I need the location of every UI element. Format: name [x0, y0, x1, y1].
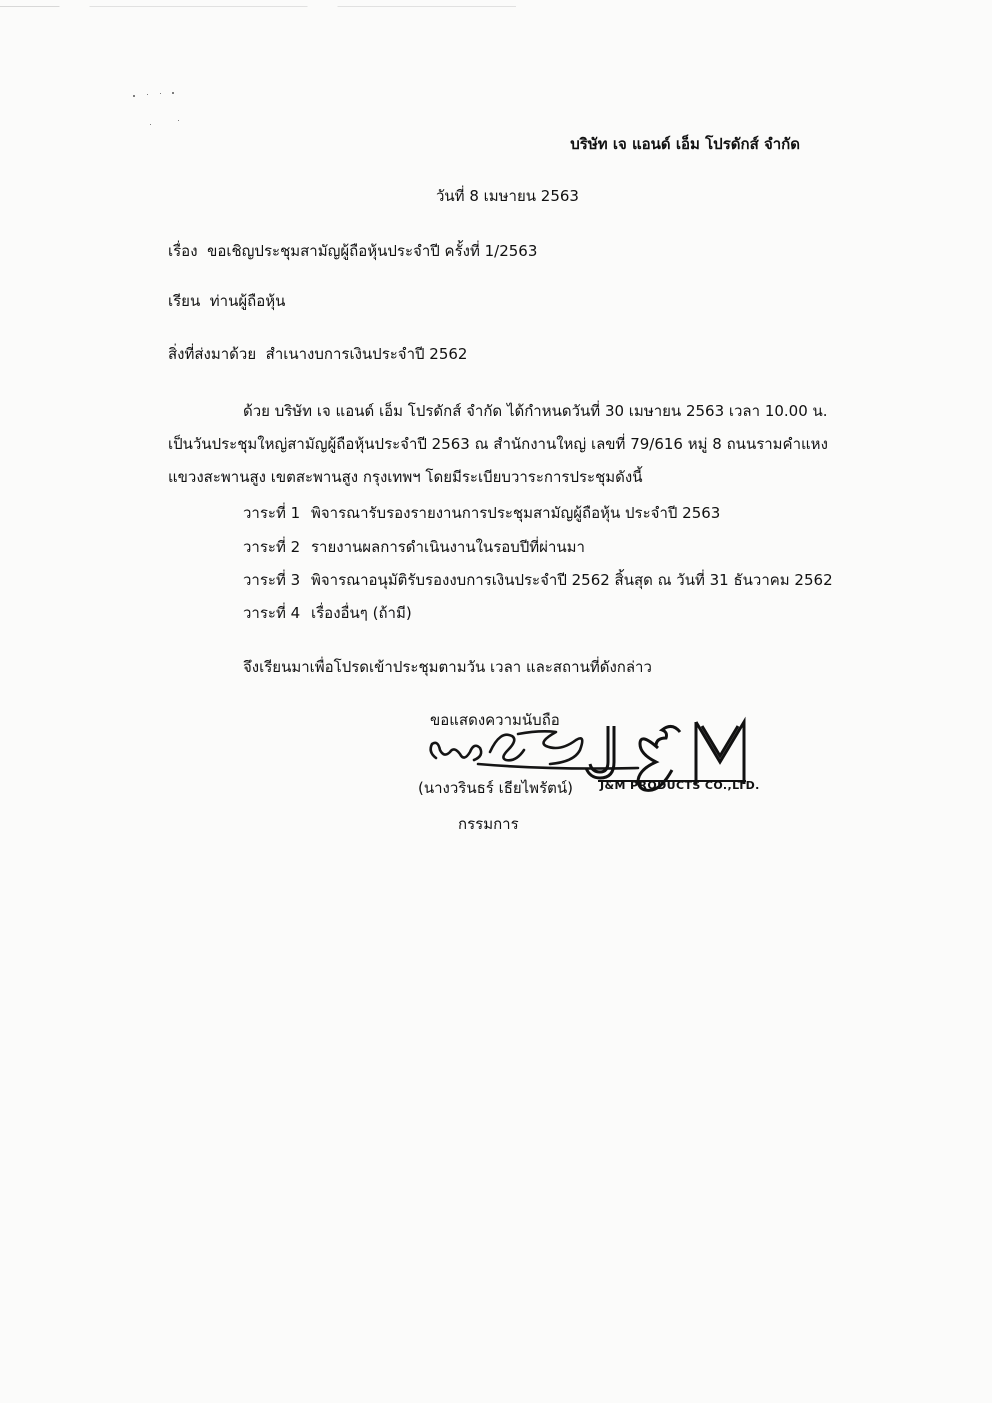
- closing-line: จึงเรียนมาเพื่อโปรดเข้าประชุมตามวัน เวลา และสถานที่ดังกล่าว: [243, 658, 652, 676]
- agenda-text: รายงานผลการดำเนินงานในรอบปีที่ผ่านมา: [311, 538, 585, 556]
- enclosure-label: สิ่งที่ส่งมาด้วย: [168, 345, 257, 363]
- scan-edge-artifact: [0, 6, 992, 7]
- agenda-item: [243, 537, 585, 557]
- agenda-number: วาระที่ 2: [243, 538, 301, 556]
- body-line-3: แขวงสะพานสูง เขตสะพานสูง กรุงเทพฯ โดยมีระเบียบวาระการประชุมดังนี้: [168, 468, 643, 486]
- agenda-number: วาระที่ 4: [243, 604, 301, 622]
- agenda-text: พิจารณารับรองรายงานการประชุมสามัญผู้ถือหุ้น ประจำปี 2563: [311, 504, 721, 522]
- agenda-item: [243, 570, 833, 590]
- stamp-logo-text: [720, 740, 722, 741]
- subject-label: เรื่อง: [168, 242, 198, 260]
- stamp-company-text: J&M PRODUCTS CO.,LTD.: [600, 779, 760, 792]
- scan-speck: [147, 94, 148, 95]
- scan-speck: [178, 120, 179, 121]
- scan-speck: [150, 124, 151, 125]
- subject-line: [168, 241, 537, 261]
- scan-speck: [133, 95, 135, 97]
- date-line: วันที่ 8 เมษายน 2563: [436, 187, 579, 205]
- body-line-2: เป็นวันประชุมใหญ่สามัญผู้ถือหุ้นประจำปี 2563 ณ สำนักงานใหญ่ เลขที่ 79/616 หมู่ 8 ถนนรามคำแหง: [168, 435, 828, 453]
- agenda-item: [243, 603, 412, 623]
- recipient-line: [168, 291, 285, 311]
- signer-title: กรรมการ: [458, 815, 519, 833]
- company-header: บริษัท เจ แอนด์ เอ็ม โปรดักส์ จำกัด: [570, 135, 800, 153]
- agenda-item: [243, 503, 720, 523]
- enclosure-line: [168, 344, 467, 364]
- subject-text: ขอเชิญประชุมสามัญผู้ถือหุ้นประจำปี ครั้งที่ 1/2563: [207, 242, 538, 260]
- body-line-1: ด้วย บริษัท เจ แอนด์ เอ็ม โปรดักส์ จำกัด ได้กำหนดวันที่ 30 เมษายน 2563 เวลา 10.00 น.: [243, 402, 828, 420]
- scan-speck: [172, 92, 174, 94]
- signer-name: (นางวรินธร์ เธียไพรัตน์): [418, 779, 573, 797]
- scan-speck: [160, 93, 161, 94]
- enclosure-text: สำเนางบการเงินประจำปี 2562: [265, 345, 468, 363]
- agenda-text: พิจารณาอนุมัติรับรองงบการเงินประจำปี 2562 สิ้นสุด ณ วันที่ 31 ธันวาคม 2562: [311, 571, 833, 589]
- regards-line: ขอแสดงความนับถือ: [430, 711, 560, 729]
- agenda-number: วาระที่ 3: [243, 571, 301, 589]
- agenda-text: เรื่องอื่นๆ (ถ้ามี): [311, 604, 412, 622]
- agenda-number: วาระที่ 1: [243, 504, 301, 522]
- recipient-text: ท่านผู้ถือหุ้น: [209, 292, 286, 310]
- recipient-label: เรียน: [168, 292, 201, 310]
